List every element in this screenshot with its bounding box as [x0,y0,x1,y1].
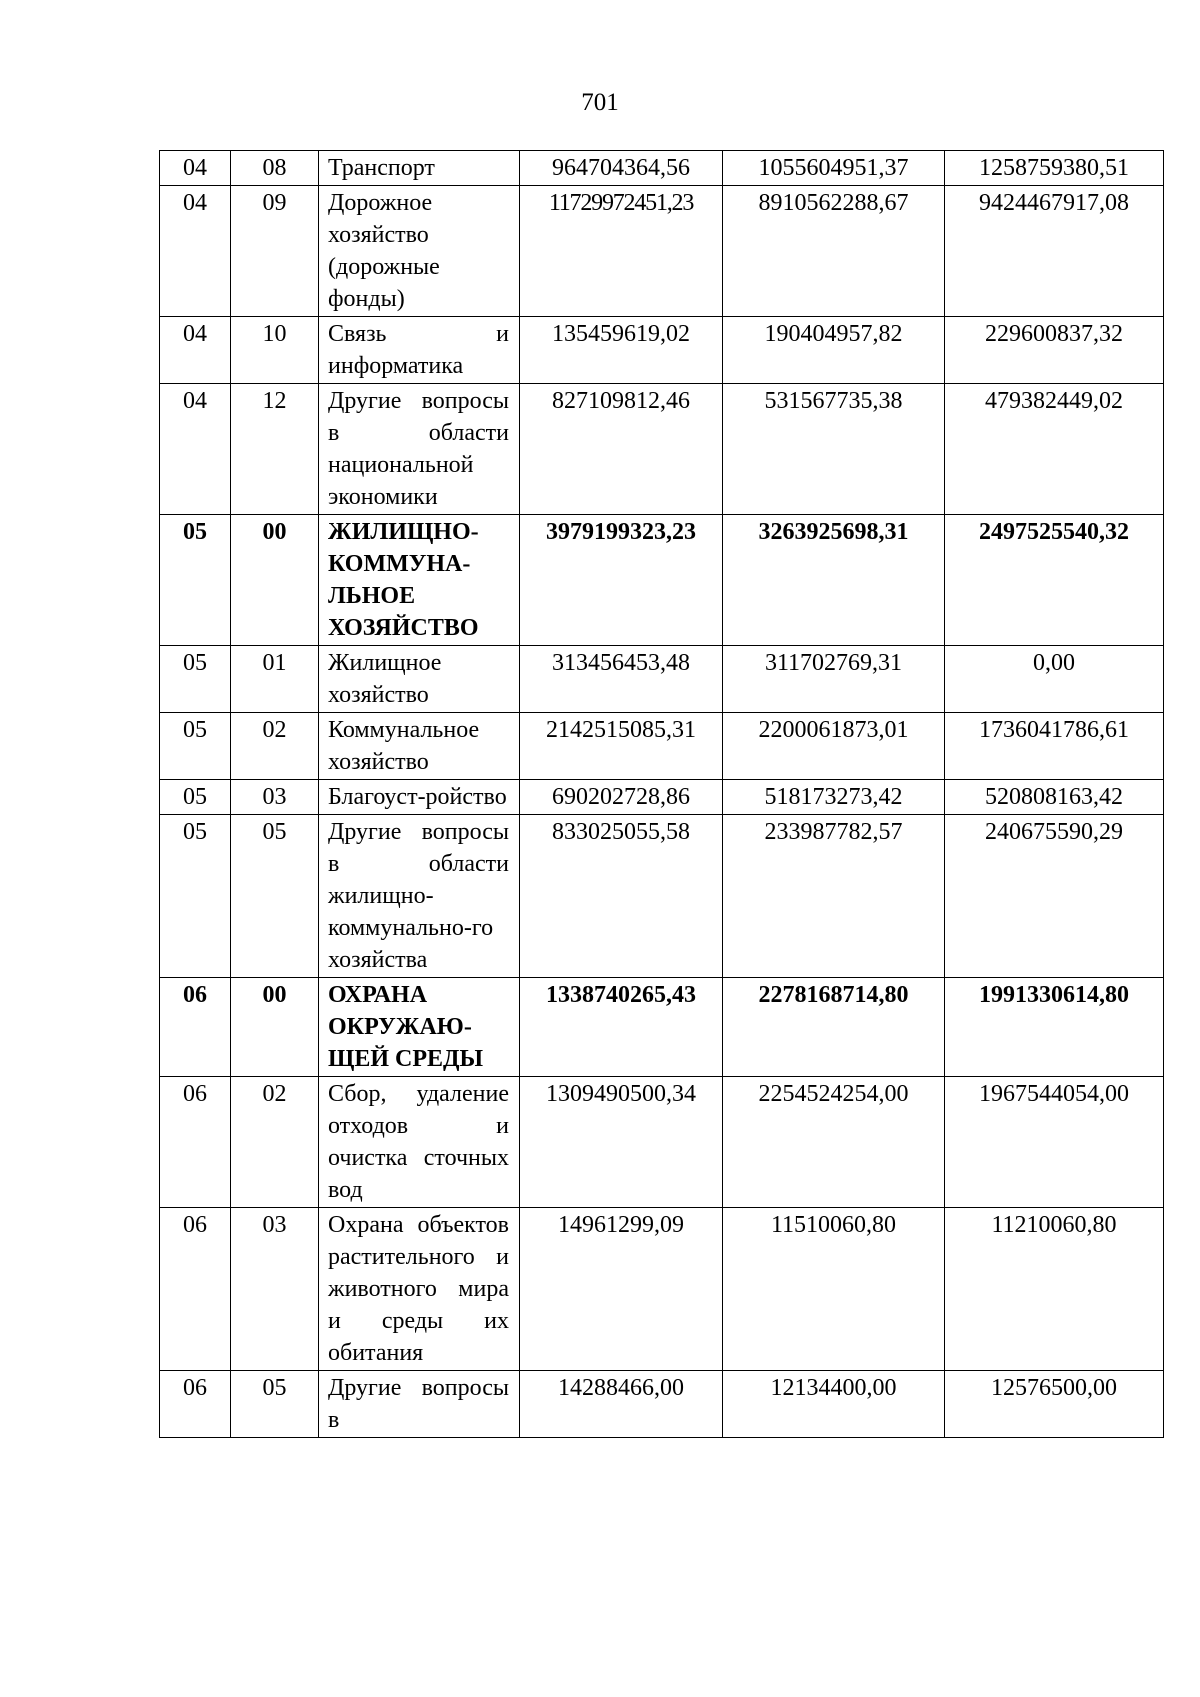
subsection-code: 00 [231,978,319,1077]
amount-3: 11210060,80 [945,1208,1164,1371]
item-name: Дорожное хозяйство (дорожные фонды) [319,186,520,317]
budget-table [159,150,1164,1438]
amount-2: 2278168714,80 [723,978,945,1077]
amount-1: 11729972451,23 [520,186,723,317]
table-row [160,1371,1164,1438]
table-row [160,1208,1164,1371]
item-name: Связь и информатика [319,317,520,384]
amount-3: 2497525540,32 [945,515,1164,646]
amount-3: 1258759380,51 [945,151,1164,186]
amount-2: 1055604951,37 [723,151,945,186]
section-code: 04 [160,317,231,384]
table-row [160,646,1164,713]
table-row [160,713,1164,780]
subsection-code: 00 [231,515,319,646]
subsection-code: 02 [231,1077,319,1208]
amount-3: 520808163,42 [945,780,1164,815]
section-code: 05 [160,713,231,780]
amount-1: 1309490500,34 [520,1077,723,1208]
item-name: Другие вопросы в [319,1371,520,1438]
section-code: 05 [160,515,231,646]
amount-2: 190404957,82 [723,317,945,384]
amount-2: 531567735,38 [723,384,945,515]
amount-3: 0,00 [945,646,1164,713]
subsection-code: 03 [231,1208,319,1371]
item-name: Другие вопросы в области национальной экономики [319,384,520,515]
table-row [160,780,1164,815]
table-row [160,384,1164,515]
section-code: 04 [160,384,231,515]
item-name: Транспорт [319,151,520,186]
section-code: 06 [160,1077,231,1208]
amount-1: 2142515085,31 [520,713,723,780]
amount-2: 3263925698,31 [723,515,945,646]
table-row [160,317,1164,384]
amount-2: 2200061873,01 [723,713,945,780]
table-row-section [160,978,1164,1077]
section-code: 06 [160,978,231,1077]
amount-1: 14288466,00 [520,1371,723,1438]
section-code: 05 [160,815,231,978]
amount-2: 233987782,57 [723,815,945,978]
amount-1: 313456453,48 [520,646,723,713]
subsection-code: 05 [231,1371,319,1438]
amount-3: 12576500,00 [945,1371,1164,1438]
amount-3: 9424467917,08 [945,186,1164,317]
amount-2: 8910562288,67 [723,186,945,317]
subsection-code: 02 [231,713,319,780]
section-code: 04 [160,186,231,317]
amount-1: 1338740265,43 [520,978,723,1077]
section-name: ОХРАНА ОКРУЖАЮ-ЩЕЙ СРЕДЫ [319,978,520,1077]
table-row [160,1077,1164,1208]
amount-2: 518173273,42 [723,780,945,815]
item-name: Благоуст-ройство [319,780,520,815]
amount-2: 2254524254,00 [723,1077,945,1208]
amount-1: 135459619,02 [520,317,723,384]
amount-1: 14961299,09 [520,1208,723,1371]
table-row-section [160,515,1164,646]
amount-1: 827109812,46 [520,384,723,515]
item-name: Жилищное хозяйство [319,646,520,713]
subsection-code: 08 [231,151,319,186]
amount-3: 1736041786,61 [945,713,1164,780]
table-row [160,151,1164,186]
item-name: Коммунальное хозяйство [319,713,520,780]
amount-3: 240675590,29 [945,815,1164,978]
subsection-code: 10 [231,317,319,384]
page-number: 701 [581,89,619,116]
subsection-code: 12 [231,384,319,515]
item-name: Охрана объектов растительного и животного мира и среды их обитания [319,1208,520,1371]
section-code: 05 [160,646,231,713]
amount-2: 311702769,31 [723,646,945,713]
amount-3: 1991330614,80 [945,978,1164,1077]
amount-3: 1967544054,00 [945,1077,1164,1208]
amount-3: 479382449,02 [945,384,1164,515]
subsection-code: 09 [231,186,319,317]
subsection-code: 05 [231,815,319,978]
item-name: Другие вопросы в области жилищно-коммунально-го хозяйства [319,815,520,978]
amount-2: 12134400,00 [723,1371,945,1438]
subsection-code: 01 [231,646,319,713]
section-code: 06 [160,1208,231,1371]
amount-1: 690202728,86 [520,780,723,815]
amount-1: 964704364,56 [520,151,723,186]
section-code: 04 [160,151,231,186]
table-row [160,186,1164,317]
amount-2: 11510060,80 [723,1208,945,1371]
amount-1: 833025055,58 [520,815,723,978]
item-name: Сбор, удаление отходов и очистка сточных вод [319,1077,520,1208]
amount-3: 229600837,32 [945,317,1164,384]
section-code: 06 [160,1371,231,1438]
section-code: 05 [160,780,231,815]
subsection-code: 03 [231,780,319,815]
section-name: ЖИЛИЩНО-КОММУНА-ЛЬНОЕ ХОЗЯЙСТВО [319,515,520,646]
amount-1: 3979199323,23 [520,515,723,646]
table-row [160,815,1164,978]
